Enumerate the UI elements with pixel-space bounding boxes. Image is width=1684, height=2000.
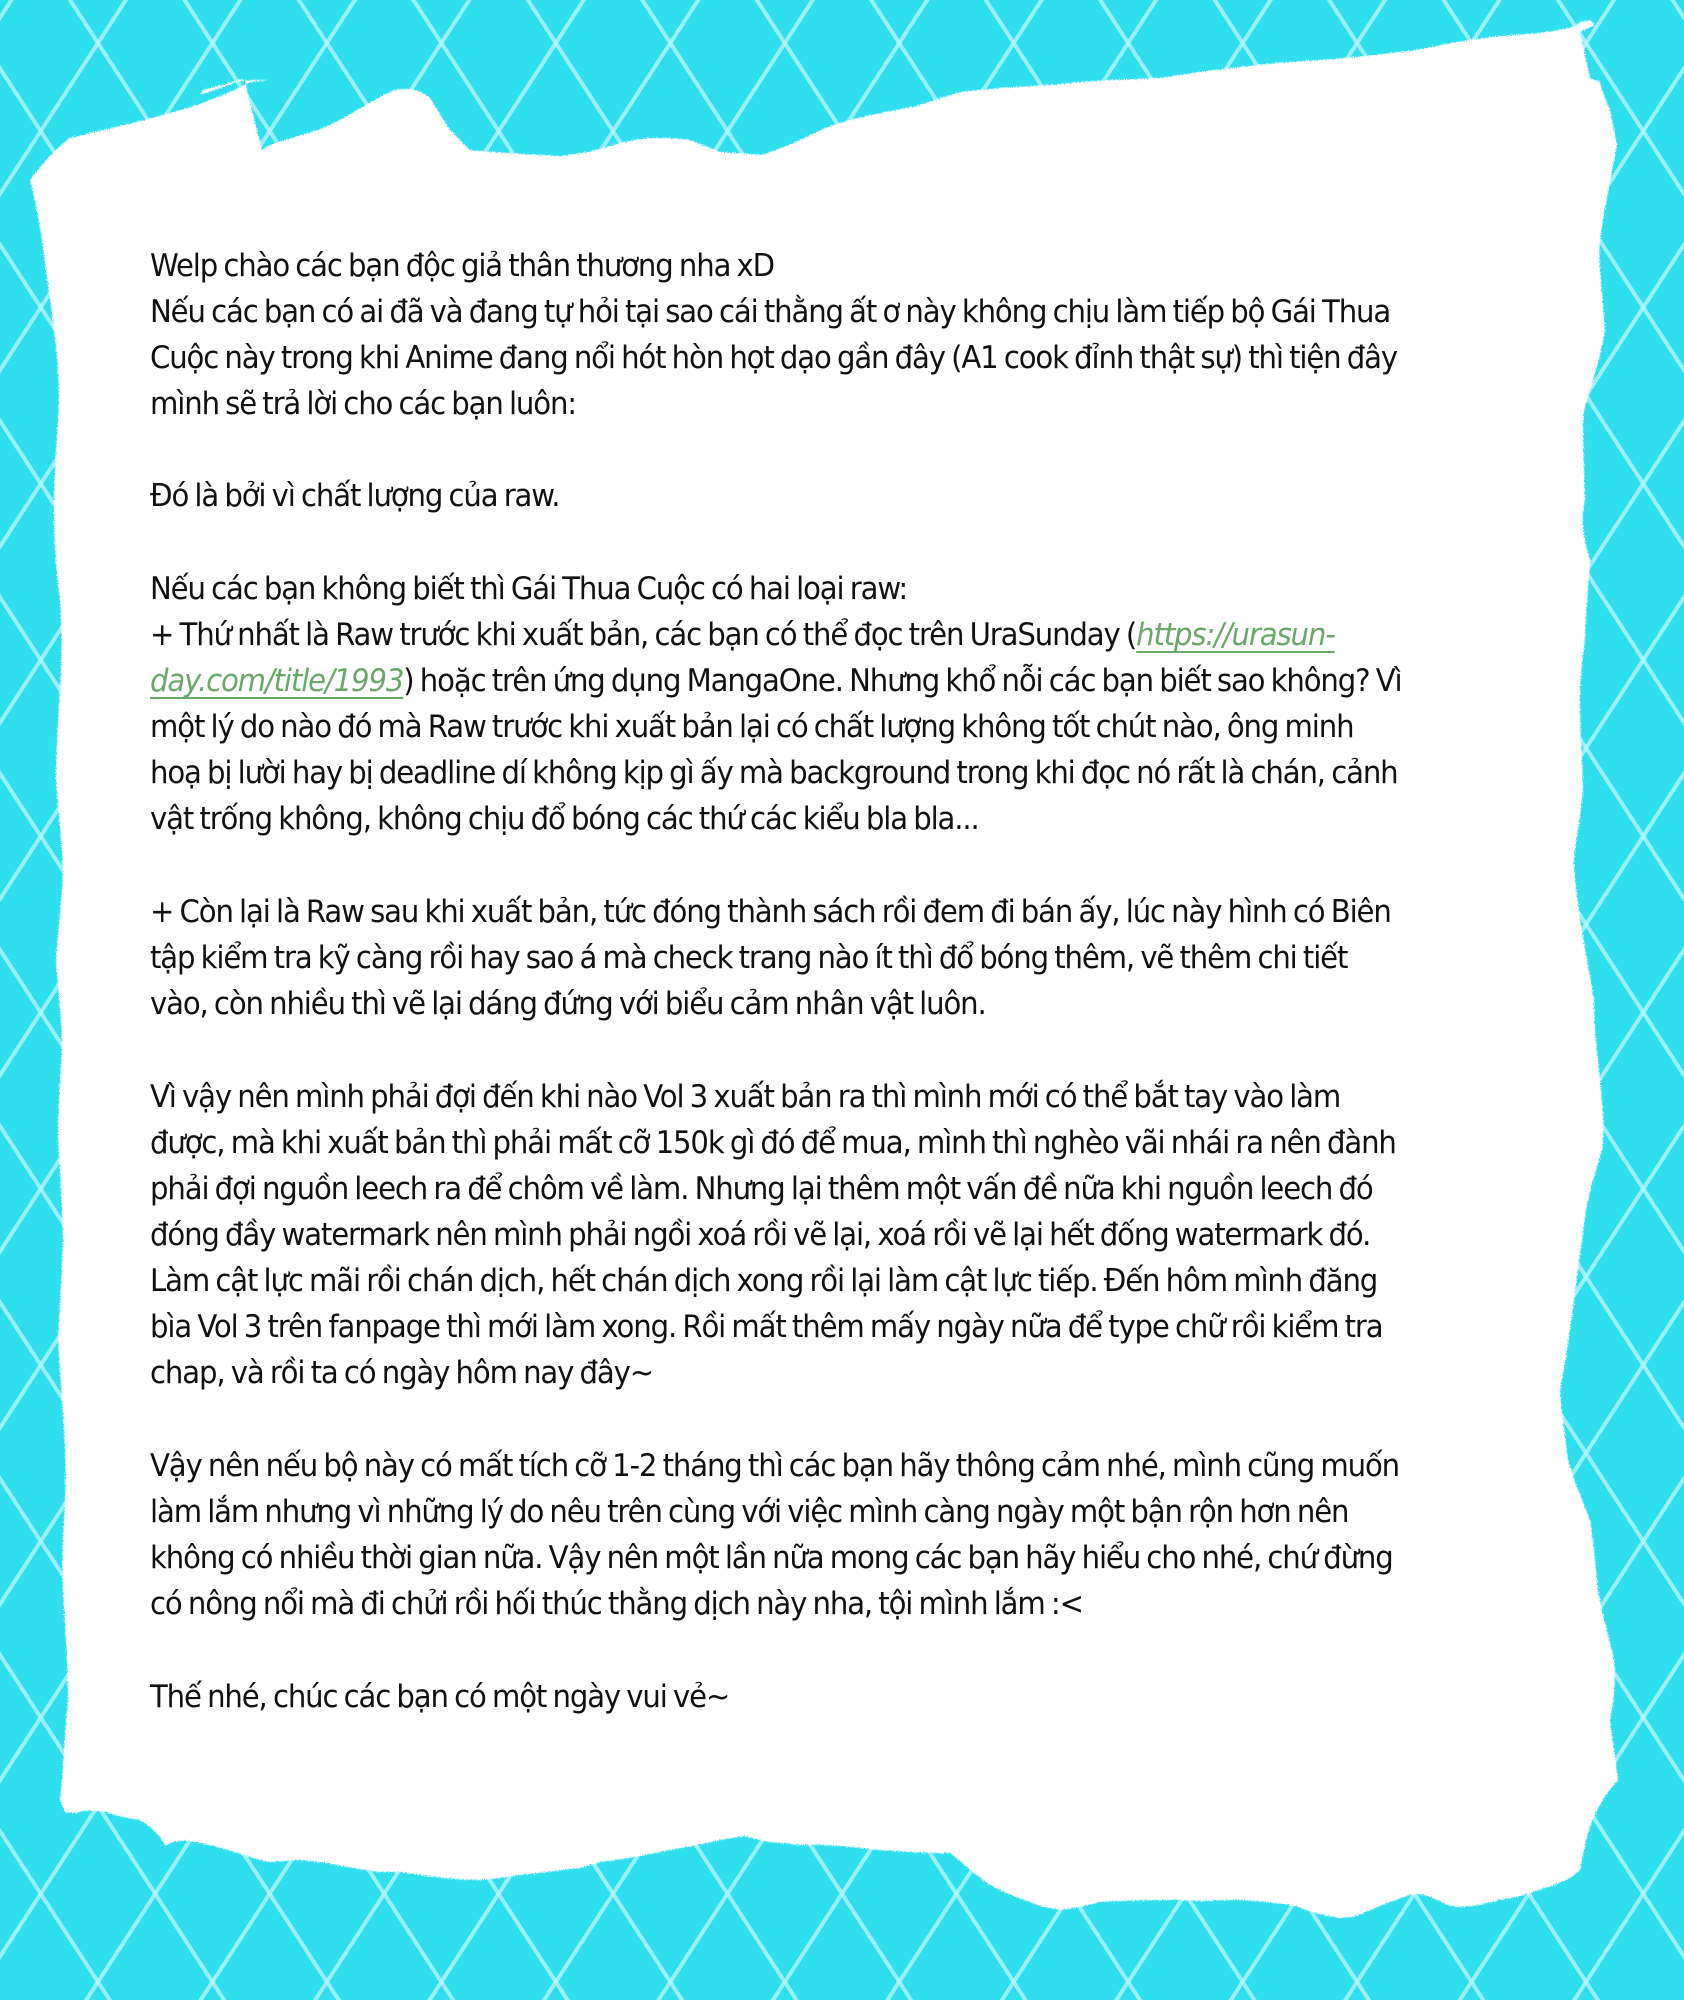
text-line: làm lắm nhưng vì những lý do nêu trên cùng với việc mình càng ngày một bận rộn hơn nên — [150, 1494, 1349, 1530]
apology-paragraph — [150, 1443, 1485, 1627]
greeting-paragraph — [150, 243, 1485, 427]
text-line — [150, 658, 1485, 704]
text-line: mình sẽ trả lời cho các bạn luôn: — [150, 386, 576, 422]
text-line: chap, và rồi ta có ngày hôm nay đây~ — [150, 1355, 654, 1391]
text-line: phải đợi nguồn leech ra để chôm về làm. Nhưng lại thêm một vấn đề nữa khi nguồn leech đó — [150, 1171, 1373, 1207]
paragraph-gap — [150, 519, 1485, 566]
text-line: bìa Vol 3 trên fanpage thì mới làm xong. Rồi mất thêm mấy ngày nữa để type chữ rồi kiểm tra — [150, 1309, 1383, 1345]
text-line: Vì vậy nên mình phải đợi đến khi nào Vol 3 xuất bản ra thì mình mới có thể bắt tay vào làm — [150, 1079, 1341, 1115]
paragraph-gap — [150, 427, 1485, 473]
paragraph-gap — [150, 1396, 1485, 1443]
answer-paragraph: Đó là bởi vì chất lượng của raw. — [150, 478, 560, 514]
raw-types-intro: Nếu các bạn không biết thì Gái Thua Cuộc có hai loại raw: — [150, 571, 908, 607]
text-line: Nếu các bạn có ai đã và đang tự hỏi tại sao cái thằng ất ơ này không chịu làm tiếp bộ Gái Thua — [150, 294, 1391, 330]
explanation-paragraph — [150, 1074, 1485, 1396]
urasunday-link[interactable]: https://urasun- — [1136, 617, 1335, 653]
paragraph-gap — [150, 842, 1485, 889]
closing-line: Thế nhé, chúc các bạn có một ngày vui vẻ~ — [150, 1679, 730, 1715]
text-segment: + Thứ nhất là Raw trước khi xuất bản, các bạn có thể đọc trên UraSunday ( — [150, 617, 1137, 653]
text-line: Vậy nên nếu bộ này có mất tích cỡ 1-2 tháng thì các bạn hãy thông cảm nhé, mình cũng muốn — [150, 1448, 1400, 1484]
text-line: Làm cật lực mãi rồi chán dịch, hết chán dịch xong rồi lại làm cật lực tiếp. Đến hôm mình đăng — [150, 1263, 1378, 1299]
raw-type-second — [150, 889, 1485, 1027]
urasunday-link-continued[interactable]: day.com/title/1993 — [150, 663, 404, 699]
text-line: hoạ bị lười hay bị deadline dí không kịp gì ấy mà background trong khi đọc nó rất là chán, cảnh — [150, 755, 1398, 791]
text-line — [150, 612, 1485, 658]
paragraph-gap — [150, 1627, 1485, 1674]
text-line: không có nhiều thời gian nữa. Vậy nên một lần nữa mong các bạn hãy hiểu cho nhé, chứ đừng — [150, 1540, 1393, 1576]
text-line: vật trống không, không chịu đổ bóng các thứ các kiểu bla bla... — [150, 801, 979, 837]
text-line: một lý do nào đó mà Raw trước khi xuất bản lại có chất lượng không tốt chút nào, ông minh — [150, 709, 1354, 745]
text-line: Cuộc này trong khi Anime đang nổi hót hòn họt dạo gần đây (A1 cook đỉnh thật sự) thì tiện đây — [150, 340, 1397, 376]
text-line: + Còn lại là Raw sau khi xuất bản, tức đóng thành sách rồi đem đi bán ấy, lúc này hình có Biên — [150, 894, 1391, 930]
text-line: vào, còn nhiều thì vẽ lại dáng đứng với biểu cảm nhân vật luôn. — [150, 986, 986, 1022]
text-segment: ) hoặc trên ứng dụng MangaOne. Nhưng khổ nỗi các bạn biết sao không? Vì — [403, 663, 1402, 699]
raw-type-first — [150, 612, 1485, 842]
note-body — [150, 243, 1485, 1720]
text-line: đóng đầy watermark nên mình phải ngồi xoá rồi vẽ lại, xoá rồi vẽ lại hết đống watermark đó. — [150, 1217, 1371, 1253]
raw-types-section — [150, 566, 1485, 1027]
text-line: có nông nổi mà đi chửi rồi hối thúc thằng dịch này nha, tội mình lắm :< — [150, 1586, 1083, 1622]
text-line: tập kiểm tra kỹ càng rồi hay sao á mà check trang nào ít thì đổ bóng thêm, vẽ thêm chi tiết — [150, 940, 1348, 976]
paragraph-gap — [150, 1027, 1485, 1074]
text-line: Welp chào các bạn độc giả thân thương nha xD — [150, 248, 774, 284]
text-line: được, mà khi xuất bản thì phải mất cỡ 150k gì đó để mua, mình thì nghèo vãi nhái ra nên đành — [150, 1125, 1396, 1161]
